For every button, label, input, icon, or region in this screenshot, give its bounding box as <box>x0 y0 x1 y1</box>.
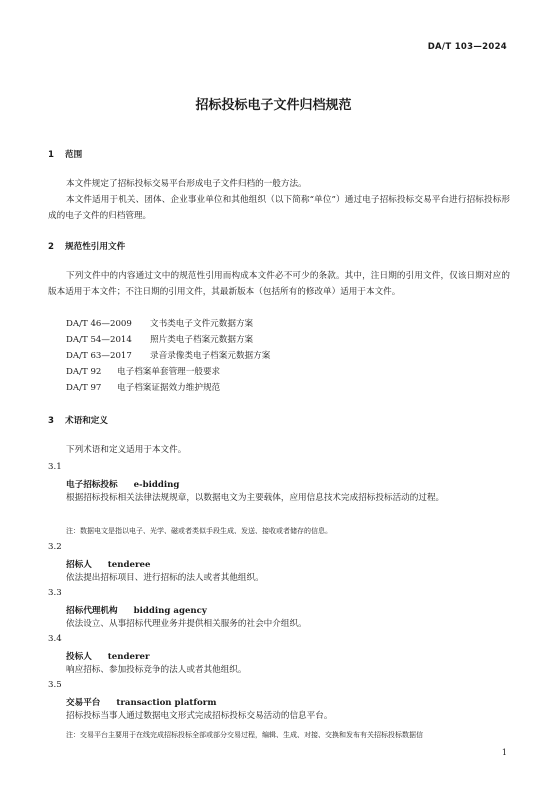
term-cn: 招标代理机构 <box>66 606 118 616</box>
section-title: 范围 <box>65 150 83 160</box>
section-heading-terms-definitions <box>48 414 108 426</box>
reference-item <box>66 316 270 332</box>
standard-code: DA/T 103—2024 <box>427 42 507 52</box>
document-title: 招标投标电子文件归档规范 <box>195 98 352 113</box>
section-number: 2 <box>48 242 54 252</box>
reference-item <box>66 348 270 364</box>
term-note: 注：数据电文是指以电子、光学、磁或者类似手段生成、发送、接收或者储存的信息。 <box>66 527 332 535</box>
reference-title: 电子档案单套管理一般要求 <box>117 367 221 377</box>
term-definition: 响应招标、参加投标竞争的法人或者其他组织。 <box>66 665 247 675</box>
term-definition: 依法设立、从事招标代理业务并提供相关服务的社会中介组织。 <box>66 619 307 629</box>
section-number: 3 <box>48 416 54 426</box>
term-number: 3.4 <box>48 634 62 644</box>
term-en: bidding agency <box>133 606 207 616</box>
reference-title: 电子档案证据效力维护规范 <box>117 383 221 393</box>
reference-code: DA/T 46—2009 <box>66 319 132 329</box>
reference-code: DA/T 54—2014 <box>66 335 132 345</box>
term-cn: 交易平台 <box>66 698 101 708</box>
reference-code: DA/T 63—2017 <box>66 351 132 361</box>
reference-title: 文书类电子文件元数据方案 <box>150 319 254 329</box>
reference-title: 照片类电子档案元数据方案 <box>150 335 254 345</box>
section-heading-scope <box>48 148 82 160</box>
term-definition: 根据招标投标相关法律法规规章，以数据电文为主要载体，应用信息技术完成招标投标活动的过程。 <box>66 493 445 503</box>
term-en: tenderer <box>107 652 150 662</box>
section-number: 1 <box>48 150 54 160</box>
paragraph: 下列文件中的内容通过文中的规范性引用而构成本文件必不可少的条款。其中，注日期的引用文件，仅该日期对应的版本适用于本文件；不注日期的引用文件，其最新版本（包括所有的修改单）适用于本文件。 <box>48 271 510 297</box>
paragraph: 本文件规定了招标投标交易平台形成电子文件归档的一般方法。 <box>66 179 307 189</box>
reference-list <box>66 316 270 396</box>
section-title: 规范性引用文件 <box>65 242 126 252</box>
term-number: 3.2 <box>48 542 62 552</box>
term-cn: 投标人 <box>66 652 92 662</box>
section-heading-normative-references <box>48 240 125 252</box>
term-en: e-bidding <box>133 480 180 490</box>
reference-item <box>66 380 270 396</box>
page-number: 1 <box>501 748 507 757</box>
term-number: 3.5 <box>48 680 62 690</box>
reference-item <box>66 364 270 380</box>
paragraph: 下列术语和定义适用于本文件。 <box>66 445 187 455</box>
term-definition: 依法提出招标项目、进行招标的法人或者其他组织。 <box>66 573 264 583</box>
term-en: tenderee <box>107 560 151 570</box>
section-title: 术语和定义 <box>65 416 108 426</box>
term-heading <box>66 696 216 708</box>
term-note: 注：交易平台主要用于在线完成招标投标全部或部分交易过程，编辑、生成、对接、交换和发布有关招标投标数据信 <box>66 731 423 739</box>
reference-code: DA/T 92 <box>66 367 102 377</box>
term-heading <box>66 558 150 570</box>
term-en: transaction platform <box>116 698 217 708</box>
reference-item <box>66 332 270 348</box>
reference-code: DA/T 97 <box>66 383 102 393</box>
term-heading <box>66 478 179 490</box>
term-heading <box>66 604 207 616</box>
term-heading <box>66 650 149 662</box>
paragraph: 本文件适用于机关、团体、企业事业单位和其他组织（以下简称“单位”）通过电子招标投标交易平台进行招标投标形成的电子文件的归档管理。 <box>48 195 510 221</box>
term-cn: 电子招标投标 <box>66 480 118 490</box>
term-definition: 招标投标当事人通过数据电文形式完成招标投标交易活动的信息平台。 <box>66 711 333 721</box>
term-number: 3.3 <box>48 588 62 598</box>
term-number: 3.1 <box>48 462 62 472</box>
reference-title: 录音录像类电子档案元数据方案 <box>150 351 271 361</box>
term-cn: 招标人 <box>66 560 92 570</box>
